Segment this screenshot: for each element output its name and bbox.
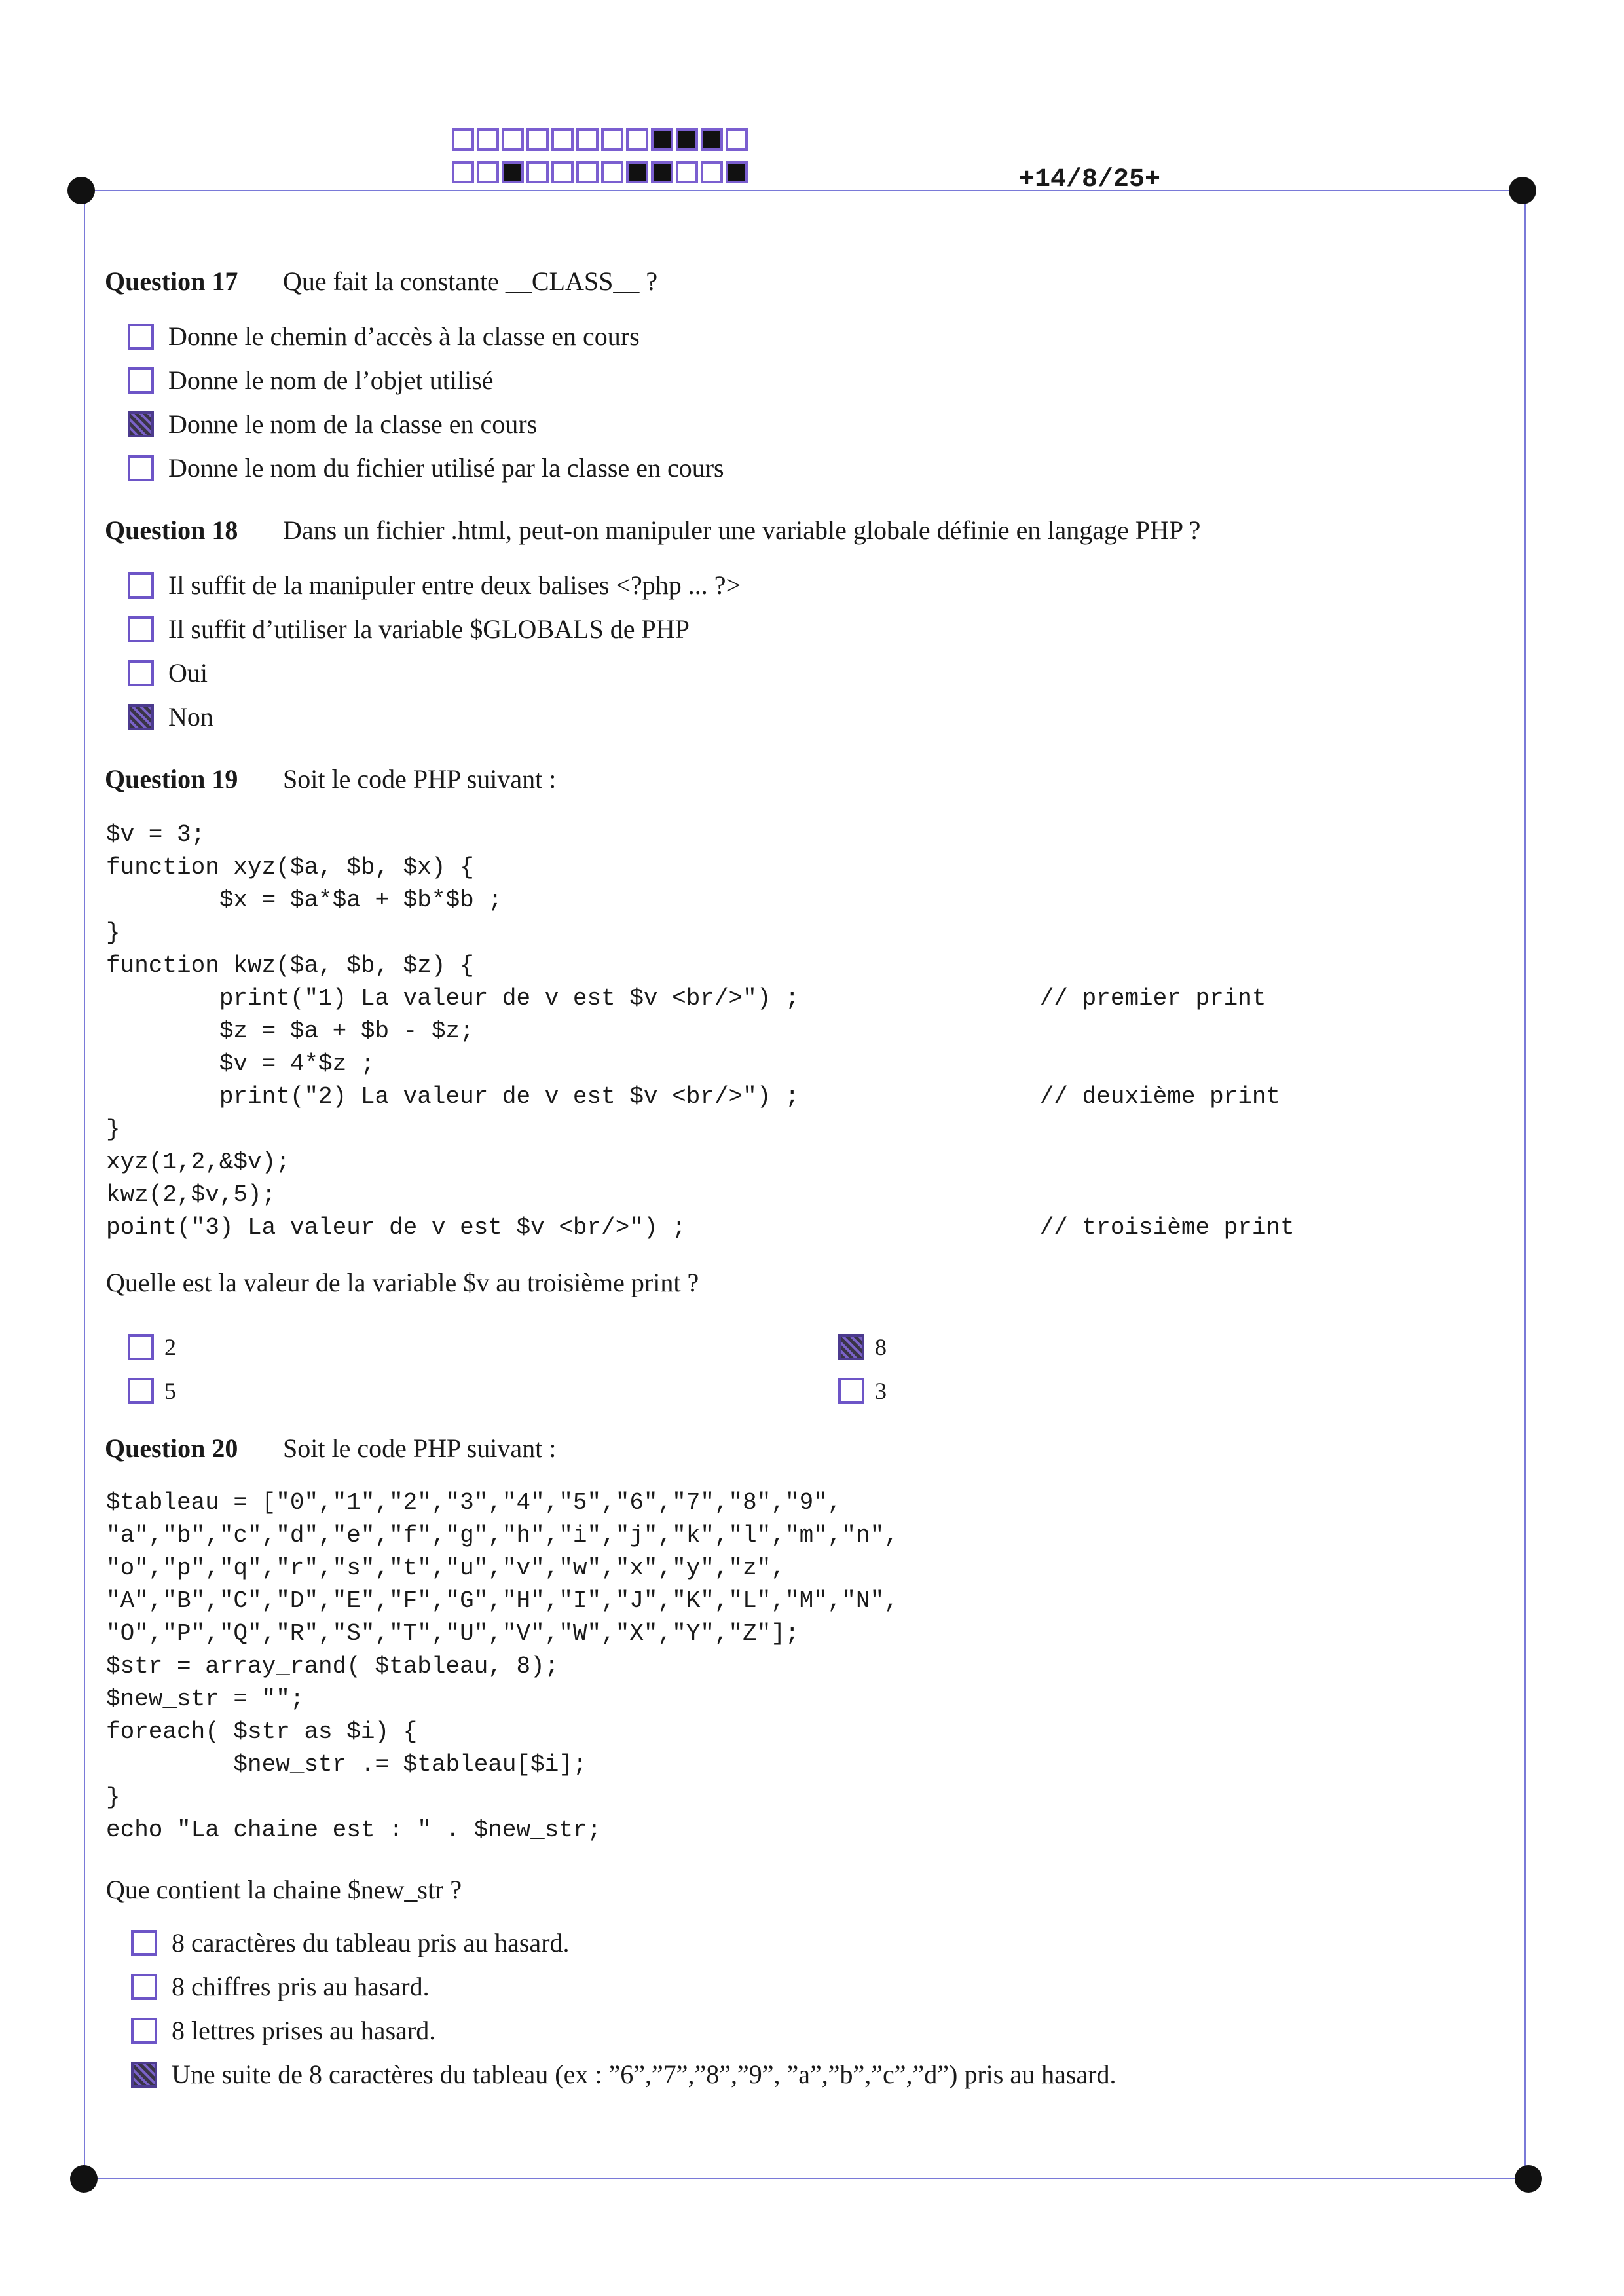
q20-option-4[interactable] bbox=[131, 2059, 1116, 2090]
barcode-cell-empty bbox=[452, 128, 474, 151]
checkbox-checked[interactable] bbox=[131, 2062, 157, 2088]
barcode-cell-empty bbox=[701, 161, 723, 183]
corner-mark-top-left bbox=[67, 177, 95, 204]
code-block-q19: $v = 3; function xyz($a, $b, $x) { $x = $a*$a + $b*$b ; } function kwz($a, $b, $z) { print("1) La valeur de v est $v <br/>") ; // premier print $z = $a + $b - $z; $v = 4*$z ; print("2) La valeur de v est $v <br/>") ; // deuxième print } xyz(1,2,&$v); kwz(2,$v,5); point("3) La valeur de v est $v <br/>") ; // troisième print bbox=[106, 821, 1295, 1241]
barcode-cell-empty bbox=[551, 161, 574, 183]
corner-mark-top-right bbox=[1509, 177, 1536, 204]
checkbox[interactable] bbox=[128, 1378, 154, 1404]
barcode-cell-empty bbox=[526, 128, 549, 151]
q19-option-3[interactable] bbox=[838, 1333, 887, 1361]
question-label: Question 18 bbox=[105, 515, 238, 545]
question-label: Question 19 bbox=[105, 764, 238, 794]
q17-option-2[interactable] bbox=[128, 365, 494, 396]
option-label: 2 bbox=[164, 1334, 176, 1360]
barcode-cell-empty bbox=[726, 128, 748, 151]
barcode-cell-empty bbox=[601, 128, 623, 151]
option-label: 3 bbox=[875, 1378, 887, 1404]
question-text: Soit le code PHP suivant : bbox=[283, 764, 557, 794]
q17-option-1[interactable] bbox=[128, 321, 640, 352]
barcode-cell-empty bbox=[477, 128, 499, 151]
checkbox[interactable] bbox=[128, 616, 154, 642]
option-label: 8 bbox=[875, 1334, 887, 1360]
question-20-heading bbox=[105, 1433, 556, 1464]
q17-option-3[interactable] bbox=[128, 409, 537, 439]
barcode-cell-filled bbox=[502, 161, 524, 183]
checkbox[interactable] bbox=[131, 1930, 157, 1956]
checkbox[interactable] bbox=[128, 367, 154, 394]
checkbox-checked[interactable] bbox=[128, 411, 154, 437]
option-label: Donne le nom de l’objet utilisé bbox=[168, 365, 494, 395]
checkbox[interactable] bbox=[838, 1378, 864, 1404]
q18-option-4[interactable] bbox=[128, 701, 213, 732]
barcode-cell-empty bbox=[676, 161, 698, 183]
option-label: Donne le nom du fichier utilisé par la classe en cours bbox=[168, 453, 724, 483]
checkbox[interactable] bbox=[128, 572, 154, 599]
question-20-prompt: Que contient la chaine $new_str ? bbox=[106, 1875, 462, 1904]
question-17-heading bbox=[105, 266, 657, 297]
option-label: 8 caractères du tableau pris au hasard. bbox=[172, 1928, 570, 1957]
question-19-prompt: Quelle est la valeur de la variable $v au troisième print ? bbox=[106, 1268, 699, 1297]
corner-mark-bottom-left bbox=[70, 2165, 98, 2193]
q19-option-1[interactable] bbox=[128, 1333, 176, 1361]
barcode-cell-filled bbox=[726, 161, 748, 183]
barcode-row-1 bbox=[452, 128, 748, 151]
barcode-cell-empty bbox=[526, 161, 549, 183]
checkbox[interactable] bbox=[128, 660, 154, 686]
question-text: Soit le code PHP suivant : bbox=[283, 1434, 557, 1463]
option-label: Non bbox=[168, 702, 213, 731]
question-18-heading bbox=[105, 515, 1200, 546]
barcode-cell-filled bbox=[626, 161, 648, 183]
checkbox[interactable] bbox=[131, 2018, 157, 2044]
q19-option-2[interactable] bbox=[128, 1377, 176, 1405]
barcode-cell-filled bbox=[676, 128, 698, 151]
corner-mark-bottom-right bbox=[1515, 2165, 1542, 2193]
checkbox[interactable] bbox=[128, 455, 154, 481]
option-label: Il suffit de la manipuler entre deux balises <?php ... ?> bbox=[168, 570, 741, 600]
q18-option-3[interactable] bbox=[128, 657, 208, 688]
barcode-cell-empty bbox=[502, 128, 524, 151]
checkbox-checked[interactable] bbox=[128, 704, 154, 730]
q18-option-2[interactable] bbox=[128, 614, 690, 644]
q20-option-1[interactable] bbox=[131, 1927, 569, 1958]
code-block-q20: $tableau = ["0","1","2","3","4","5","6","7","8","9", "a","b","c","d","e","f","g","h","i","j","k","l","m","n", "o","p","q","r","s","t","u","v","w","x","y","z", "A","B","C","D","E","F","G","H","I","J","K","L","M","N", "O","P","Q","R","S","T","U","V","W","X","Y","Z"]; $str = array_rand( $tableau, 8); $new_str = ""; foreach( $str as $i) { $new_str .= $tableau[$i]; } echo "La chaine est : " . $new_str; bbox=[106, 1489, 898, 1843]
q19-option-4[interactable] bbox=[838, 1377, 887, 1405]
option-label: 8 lettres prises au hasard. bbox=[172, 2016, 436, 2045]
q20-option-3[interactable] bbox=[131, 2015, 435, 2046]
option-label: Donne le nom de la classe en cours bbox=[168, 409, 538, 439]
barcode-cell-empty bbox=[551, 128, 574, 151]
barcode-row-2 bbox=[452, 161, 748, 183]
barcode-cell-filled bbox=[651, 161, 673, 183]
option-label: Oui bbox=[168, 658, 208, 688]
question-label: Question 17 bbox=[105, 267, 238, 296]
q17-option-4[interactable] bbox=[128, 453, 724, 483]
barcode-cell-empty bbox=[477, 161, 499, 183]
barcode-cell-empty bbox=[452, 161, 474, 183]
barcode-cell-filled bbox=[651, 128, 673, 151]
checkbox[interactable] bbox=[131, 1974, 157, 2000]
barcode-cell-empty bbox=[626, 128, 648, 151]
barcode-cell-empty bbox=[576, 161, 599, 183]
question-text: Dans un fichier .html, peut-on manipuler une variable globale définie en langage PHP ? bbox=[283, 515, 1201, 545]
q20-option-2[interactable] bbox=[131, 1971, 430, 2002]
option-label: Donne le chemin d’accès à la classe en cours bbox=[168, 322, 640, 351]
checkbox[interactable] bbox=[128, 1334, 154, 1360]
checkbox-checked[interactable] bbox=[838, 1334, 864, 1360]
option-label: Une suite de 8 caractères du tableau (ex : ”6”,”7”,”8”,”9”, ”a”,”b”,”c”,”d”) pris au hasard. bbox=[172, 2060, 1116, 2089]
question-label: Question 20 bbox=[105, 1434, 238, 1463]
checkbox[interactable] bbox=[128, 324, 154, 350]
barcode-cell-filled bbox=[701, 128, 723, 151]
question-19-heading bbox=[105, 764, 556, 794]
page-identifier: +14/8/25+ bbox=[1019, 165, 1161, 194]
q18-option-1[interactable] bbox=[128, 570, 741, 601]
option-label: 5 bbox=[164, 1378, 176, 1404]
barcode-cell-empty bbox=[576, 128, 599, 151]
question-text: Que fait la constante __CLASS__ ? bbox=[283, 267, 658, 296]
option-label: Il suffit d’utiliser la variable $GLOBALS de PHP bbox=[168, 614, 690, 644]
barcode-cell-empty bbox=[601, 161, 623, 183]
option-label: 8 chiffres pris au hasard. bbox=[172, 1972, 430, 2001]
